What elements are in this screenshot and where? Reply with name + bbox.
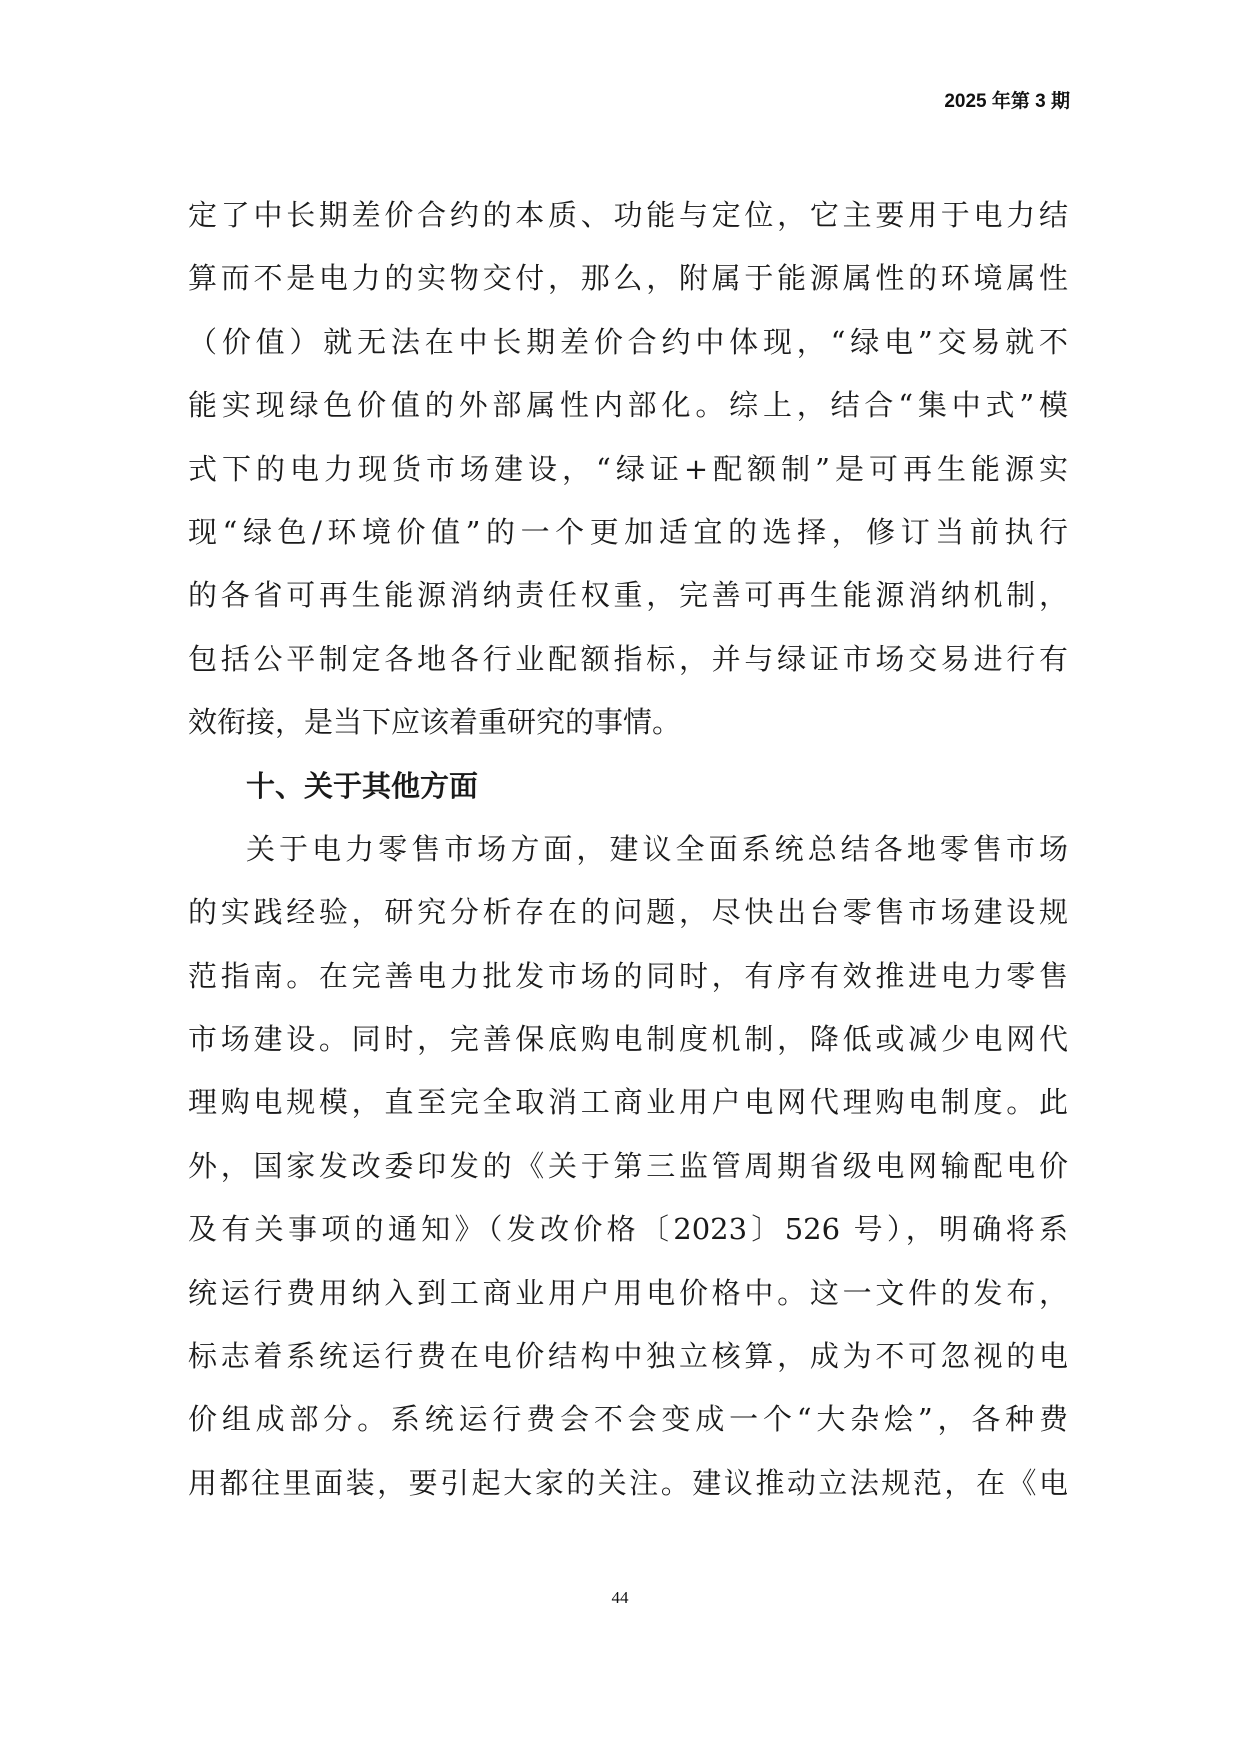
paragraph-line: （价值）就无法在中长期差价合约中体现，“绿电”交易就不 (188, 324, 1068, 359)
paragraph-line: 价组成部分。系统运行费会不会变成一个“大杂烩”，各种费 (188, 1402, 1068, 1437)
paragraph-line: 标志着系统运行费在电价结构中独立核算，成为不可忽视的电 (188, 1339, 1068, 1374)
section-heading: 十、关于其他方面 (246, 768, 479, 803)
paragraph-line: 关于电力零售市场方面，建议全面系统总结各地零售市场 (246, 831, 1068, 866)
paragraph-line: 式下的电力现货市场建设，“绿证+配额制”是可再生能源实 (188, 451, 1068, 486)
page-number: 44 (611, 1588, 629, 1607)
paragraph-line: 用都往里面装，要引起大家的关注。建议推动立法规范，在《电 (188, 1465, 1068, 1500)
paragraph-line: 及有关事项的通知》（发改价格〔2023〕526 号），明确将系 (188, 1212, 1068, 1247)
paragraph-line: 理购电规模，直至完全取消工商业用户电网代理购电制度。此 (188, 1085, 1068, 1120)
paragraph-line: 的各省可再生能源消纳责任权重，完善可再生能源消纳机制， (188, 578, 1068, 613)
paragraph-line: 的实践经验，研究分析存在的问题，尽快出台零售市场建设规 (188, 895, 1068, 930)
issue-label: 2025 年第 3 期 (944, 91, 1070, 112)
paragraph-line: 外，国家发改委印发的《关于第三监管周期省级电网输配电价 (188, 1148, 1068, 1183)
paragraph-line: 定了中长期差价合约的本质、功能与定位，它主要用于电力结 (188, 198, 1068, 232)
paragraph-line: 范指南。在完善电力批发市场的同时，有序有效推进电力零售 (188, 958, 1068, 993)
paragraph-line: 效衔接，是当下应该着重研究的事情。 (188, 705, 682, 740)
paragraph-line: 能实现绿色价值的外部属性内部化。综上，结合“集中式”模 (188, 388, 1068, 423)
paragraph-line: 包括公平制定各地各行业配额指标，并与绿证市场交易进行有 (188, 641, 1068, 676)
paragraph-line: 现“绿色/环境价值”的一个更加适宜的选择，修订当前执行 (188, 514, 1068, 549)
paragraph-line: 统运行费用纳入到工商业用户用电价格中。这一文件的发布， (188, 1275, 1068, 1310)
paragraph-line: 市场建设。同时，完善保底购电制度机制，降低或减少电网代 (188, 1022, 1068, 1057)
paragraph-line: 算而不是电力的实物交付，那么，附属于能源属性的环境属性 (188, 261, 1068, 296)
article-body (188, 184, 1068, 1515)
